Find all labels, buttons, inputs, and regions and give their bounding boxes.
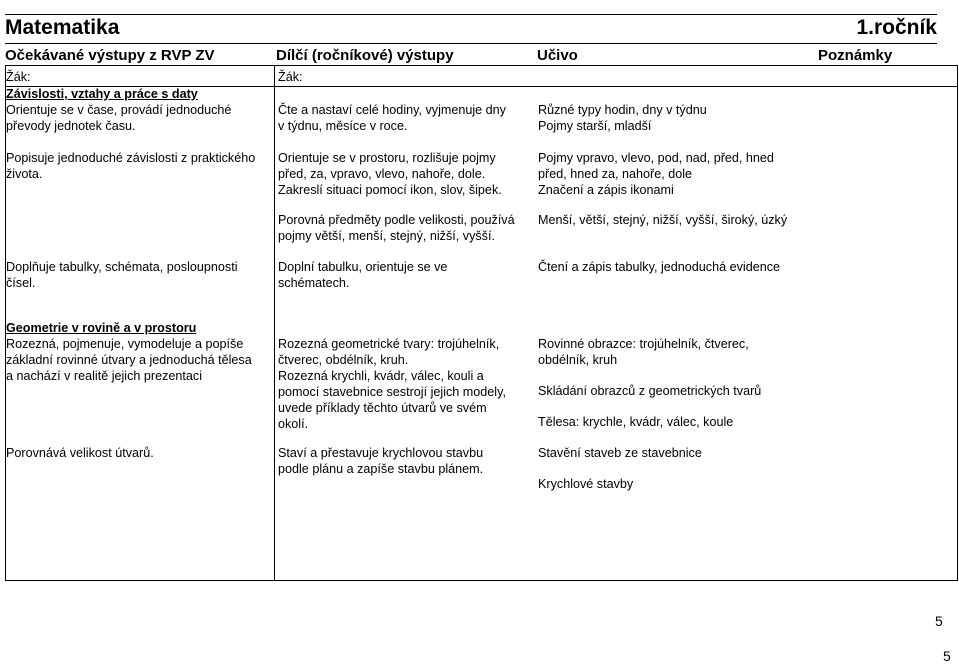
text-line: Staví a přestavuje krychlovou stavbu: [278, 446, 484, 460]
text-line: Stavění staveb ze stavebnice: [538, 446, 702, 460]
column-header-rvp: Očekávané výstupy z RVP ZV: [5, 47, 215, 64]
text-line: Tělesa: krychle, kvádr, válec, koule: [538, 415, 734, 429]
text-line: převody jednotek času.: [6, 119, 136, 133]
text-line: okolí.: [278, 417, 309, 431]
text-line: obdélník, kruh: [538, 353, 618, 367]
section-heading-data: Závislosti, vztahy a práce s daty: [6, 87, 198, 101]
text-line: Rozezná krychli, kvádr, válec, kouli a: [278, 369, 484, 383]
page-number: 5: [943, 648, 951, 664]
text-line: Čtení a zápis tabulky, jednoduchá evidence: [538, 260, 781, 274]
text-line: Porovnává velikost útvarů.: [6, 446, 154, 460]
text-line: čísel.: [6, 276, 36, 290]
text-line: před, za, vpravo, vlevo, nahoře, dole.: [278, 167, 486, 181]
page-number: 5: [935, 613, 943, 629]
text-line: schématech.: [278, 276, 350, 290]
text-line: podle plánu a zapíše stavbu plánem.: [278, 462, 484, 476]
title-bar: [5, 14, 937, 44]
text-line: Skládání obrazců z geometrických tvarů: [538, 384, 762, 398]
text-line: Krychlové stavby: [538, 477, 634, 491]
text-line: Orientuje se v čase, provádí jednoduché: [6, 103, 232, 117]
section-heading-geometry: Geometrie v rovině a v prostoru: [6, 321, 197, 335]
text-line: Rozezná, pojmenuje, vymodeluje a popíše: [6, 337, 244, 351]
text-line: života.: [6, 167, 43, 181]
column-divider: [274, 65, 275, 580]
text-line: Rozezná geometrické tvary: trojúhelník,: [278, 337, 500, 351]
pupil-label: Žák:: [278, 70, 303, 84]
subject-title: Matematika: [5, 16, 120, 39]
text-line: Zakreslí situaci pomocí ikon, slov, šipek.: [278, 183, 502, 197]
text-line: Popisuje jednoduché závislosti z praktického: [6, 151, 256, 165]
text-line: pomocí stavebnice sestrojí jejich modely,: [278, 385, 506, 399]
column-header-notes: Poznámky: [818, 47, 893, 64]
text-line: čtverec, obdélník, kruh.: [278, 353, 409, 367]
text-line: Menší, větší, stejný, nižší, vyšší, široký, úzký: [538, 213, 788, 227]
text-line: základní rovinné útvary a jednoduchá tělesa: [6, 353, 252, 367]
text-line: Značení a zápis ikonami: [538, 183, 674, 197]
text-line: uvede příklady těchto útvarů ve svém: [278, 401, 487, 415]
text-line: Rovinné obrazce: trojúhelník, čtverec,: [538, 337, 749, 351]
text-line: Doplňuje tabulky, schémata, posloupnosti: [6, 260, 238, 274]
text-line: Čte a nastaví celé hodiny, vyjmenuje dny: [278, 103, 506, 117]
text-line: v týdnu, měsíce v roce.: [278, 119, 408, 133]
grade-label: 1.ročník: [856, 16, 937, 39]
text-line: Orientuje se v prostoru, rozlišuje pojmy: [278, 151, 496, 165]
text-line: před, hned za, nahoře, dole: [538, 167, 693, 181]
column-header-outputs: Dílčí (ročníkové) výstupy: [276, 47, 454, 64]
column-header-curriculum: Učivo: [537, 47, 578, 64]
text-line: Různé typy hodin, dny v týdnu: [538, 103, 707, 117]
column-header-row: [5, 43, 957, 66]
pupil-label: Žák:: [6, 70, 31, 84]
text-line: Porovná předměty podle velikosti, používá: [278, 213, 515, 227]
text-line: Doplní tabulku, orientuje se ve: [278, 260, 448, 274]
text-line: a nachází v realitě jejich prezentaci: [6, 369, 203, 383]
text-line: pojmy větší, menší, stejný, nižší, vyšší.: [278, 229, 495, 243]
text-line: Pojmy vpravo, vlevo, pod, nad, před, hned: [538, 151, 774, 165]
text-line: Pojmy starší, mladší: [538, 119, 652, 133]
